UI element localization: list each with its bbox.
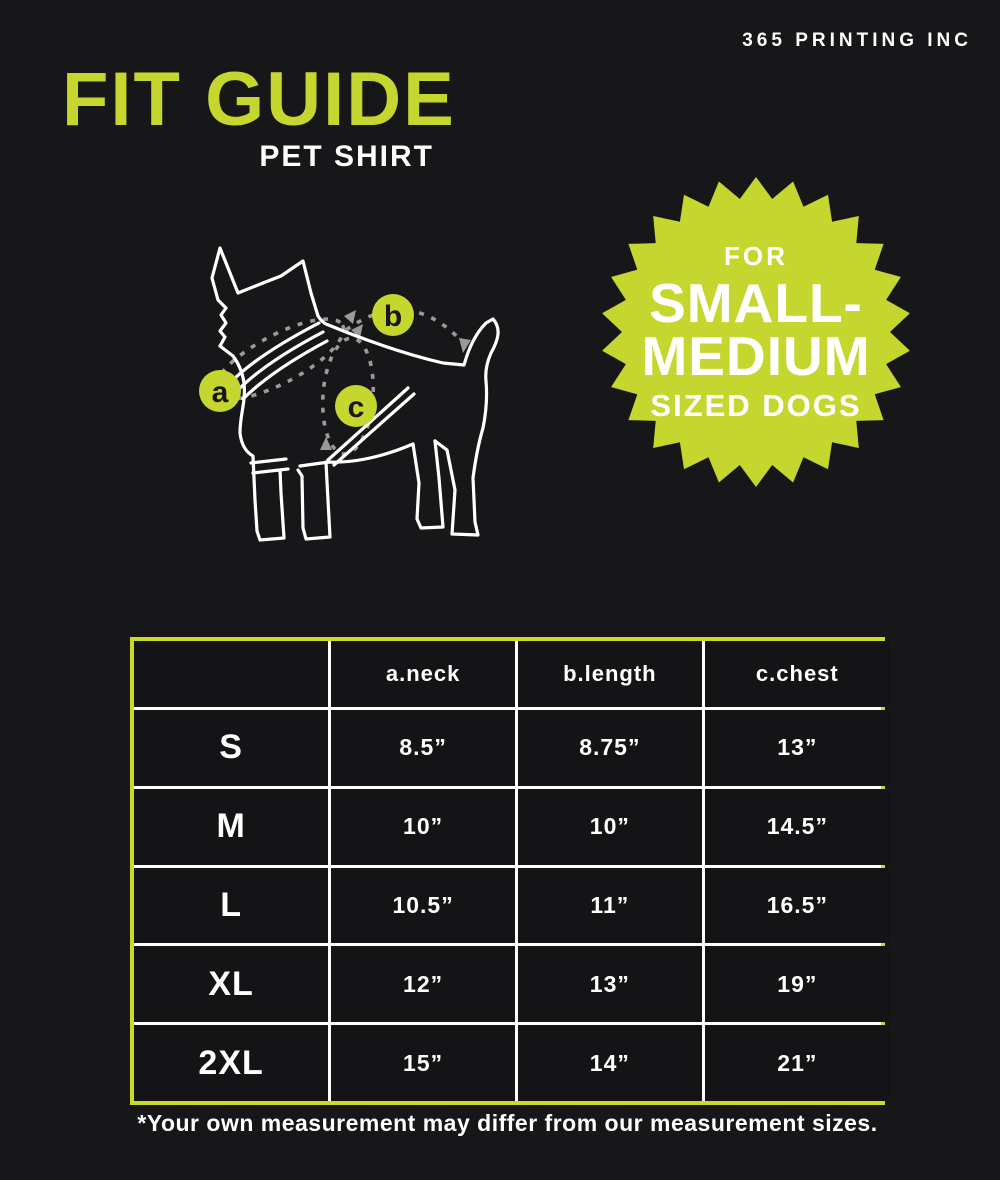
size-cell: M [134, 789, 328, 865]
size-cell: L [134, 868, 328, 944]
header-neck: a.neck [331, 641, 515, 707]
header-empty-cell [134, 641, 328, 707]
shirt-cuff-line [251, 459, 286, 463]
shirt-cuff-line [253, 469, 288, 473]
page-title: FIT GUIDE [62, 57, 456, 142]
size-cell: XL [134, 946, 328, 1022]
badge-text-group [600, 176, 912, 488]
dog-rear-tail-back-outline [326, 319, 498, 535]
dog-measurement-diagram [176, 238, 510, 572]
value-cell: 14” [518, 1025, 702, 1101]
shirt-collar-line [243, 341, 327, 399]
badge-line-small: SMALL- [649, 272, 863, 335]
value-cell: 11” [518, 868, 702, 944]
value-cell: 8.75” [518, 710, 702, 786]
header-chest: c.chest [705, 641, 890, 707]
value-cell: 12” [331, 946, 515, 1022]
value-cell: 19” [705, 946, 890, 1022]
arrowhead-icon [344, 310, 356, 324]
marker-b-label: b [383, 300, 403, 333]
size-category-badge [600, 176, 912, 488]
value-cell: 10” [518, 789, 702, 865]
marker-c-label: c [347, 391, 365, 424]
value-cell: 16.5” [705, 868, 890, 944]
dog-outline-illustration [176, 238, 510, 572]
size-table [130, 637, 885, 1105]
value-cell: 10” [331, 789, 515, 865]
shirt-collar-line [238, 332, 323, 390]
value-cell: 8.5” [331, 710, 515, 786]
dog-head-outline [212, 248, 326, 346]
size-cell: 2XL [134, 1025, 328, 1101]
badge-line-medium: MEDIUM [641, 324, 871, 387]
badge-line-sized-dogs: SIZED DOGS [650, 387, 862, 423]
value-cell: 15” [331, 1025, 515, 1101]
badge-for-label: FOR [724, 241, 788, 272]
marker-a-label: a [211, 376, 229, 409]
brand-name: 365 PRINTING INC [742, 30, 972, 51]
dog-farleg-belly-outline [298, 444, 413, 539]
measurement-disclaimer: *Your own measurement may differ from our measurement sizes. [137, 1110, 878, 1136]
page-subtitle: PET SHIRT [259, 140, 434, 173]
arrowhead-icon [320, 437, 332, 450]
size-cell: S [134, 710, 328, 786]
value-cell: 13” [705, 710, 890, 786]
header-length: b.length [518, 641, 702, 707]
value-cell: 21” [705, 1025, 890, 1101]
dog-hindleg-outline [413, 441, 443, 528]
value-cell: 14.5” [705, 789, 890, 865]
value-cell: 10.5” [331, 868, 515, 944]
value-cell: 13” [518, 946, 702, 1022]
